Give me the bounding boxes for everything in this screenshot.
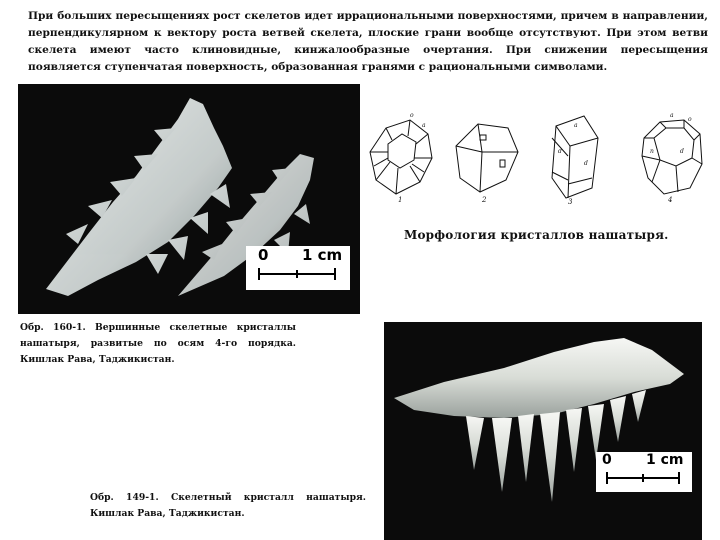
morphology-title: Морфология кристаллов нашатыря. <box>404 228 669 242</box>
crystal-single-illustration <box>384 322 702 540</box>
crystal-morphology-diagrams <box>362 108 712 212</box>
figure-number-4: 4 <box>668 196 673 204</box>
face-label-1a: a <box>422 122 426 129</box>
caption-photo-149-1: Обр. 149-1. Скелетный кристалл нашатыря. Кишлак Рава, Таджикистан. <box>90 492 366 519</box>
scale-unit-label-2: 1 cm <box>646 452 684 468</box>
face-label-4n: n <box>650 148 654 155</box>
crystal-pair-illustration <box>18 84 360 314</box>
caption-photo-160-1: Обр. 160-1. Вершинные скелетные кристаллы нашатыря, развитые по осям 4-го порядка. Кишлак Рава, Таджикистан. <box>20 322 296 365</box>
face-label-1o: o <box>410 112 414 119</box>
morphology-figure-2 <box>456 124 518 192</box>
face-label-4d: d <box>680 148 684 155</box>
photo-skeletal-crystals-pair <box>18 84 360 314</box>
figure-number-1: 1 <box>398 196 403 204</box>
face-label-3d2: d <box>584 160 588 167</box>
scale-zero-label-1: 0 <box>258 246 269 264</box>
face-label-3d1: d <box>558 148 562 155</box>
figure-number-3: 3 <box>568 198 573 206</box>
morphology-figure-1 <box>370 120 432 194</box>
face-label-4o: o <box>688 116 692 123</box>
morphology-figure-4 <box>642 120 702 194</box>
photo-skeletal-crystal-single <box>384 322 702 540</box>
scale-unit-label-1: 1 cm <box>302 246 343 264</box>
figure-number-2: 2 <box>482 196 487 204</box>
intro-paragraph: При больших пересыщениях рост скелетов идет иррациональными поверхностями, причем в направлении, перпендикулярном к вектору роста ветвей скелета, плоские грани вообще отсутствуют. При этом ветви скелета имеют часто клиновидные, кинжалообразные очертания. При снижении пересыщения появляется ступенчатая поверхность, образованная гранями с рациональными символами. <box>28 10 708 73</box>
scale-zero-label-2: 0 <box>602 452 612 468</box>
face-label-3a: a <box>574 122 578 129</box>
face-label-4a: a <box>670 112 674 119</box>
